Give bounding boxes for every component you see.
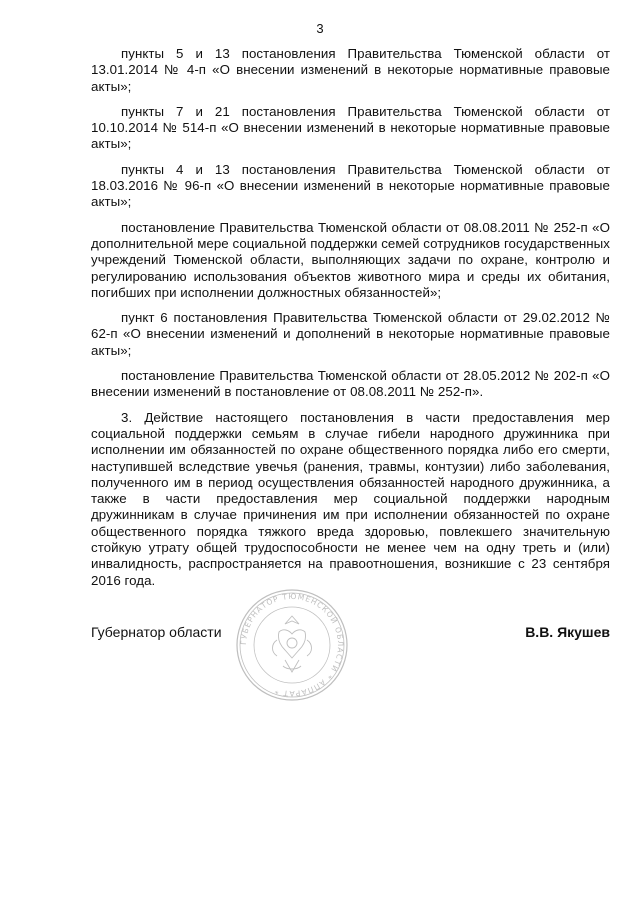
document-body [91, 46, 610, 598]
paragraph-item-2: пункты 7 и 21 постановления Правительства Тюменской области от 10.10.2014 № 514-п «О внесении изменений в некоторые нормативные правовые акты»; [91, 103, 610, 152]
paragraph-item-3: пункты 4 и 13 постановления Правительства Тюменской области от 18.03.2016 № 96-п «О внесении изменений в некоторые нормативные правовые акты»; [91, 161, 610, 210]
paragraph-clause-3: 3. Действие настоящего постановления в части предоставления мер социальной поддержки семьям в случае гибели народного дружинника при исполнении им обязанностей по охране общественного порядка либо его смерти, наступившей вследствие увечья (ранения, травмы, контузии) либо заболевания, полученного им в период осуществления обязанностей народного дружинника, а также в части предоставления мер социальной поддержки народным дружинникам в случае причинения им при исполнении обязанностей по охране общественного порядка тяжкого вреда здоровью, повлекшего значительную стойкую утрату общей трудоспособности не менее чем на одну треть и (или) инвалидность, распространяется на правоотношения, возникшие с 23 сентября 2016 года. [91, 409, 610, 588]
page-number: 3 [316, 21, 324, 36]
svg-text:ГУБЕРНАТОР ТЮМЕНСКОЙ ОБЛАСТИ *: ГУБЕРНАТОР ТЮМЕНСКОЙ ОБЛАСТИ * АППАРАТ * [238, 591, 346, 699]
paragraph-item-5: пункт 6 постановления Правительства Тюменской области от 29.02.2012 № 62-п «О внесении изменений и дополнений в некоторые нормативные правовые акты»; [91, 310, 610, 358]
paragraph-item-4: постановление Правительства Тюменской области от 08.08.2011 № 252-п «О дополнительной мере социальной поддержки семей сотрудников государственных учреждений Тюменской области, выполняющих задачи по охране, контролю и регулированию использования объектов животного мира и среды их обитания, погибших при исполнении должностных обязанностей»; [91, 219, 610, 300]
signer-title: Губернатор области [91, 624, 222, 640]
paragraph-item-6: постановление Правительства Тюменской области от 28.05.2012 № 202-п «О внесении изменений в постановление от 08.08.2011 № 252-п». [91, 368, 610, 400]
signer-name: В.В. Якушев [525, 624, 610, 640]
paragraph-item-1: пункты 5 и 13 постановления Правительства Тюменской области от 13.01.2014 № 4-п «О внесении изменений в некоторые нормативные правовые акты»; [91, 46, 610, 94]
signature-block [91, 623, 610, 643]
official-seal-icon [235, 588, 349, 702]
